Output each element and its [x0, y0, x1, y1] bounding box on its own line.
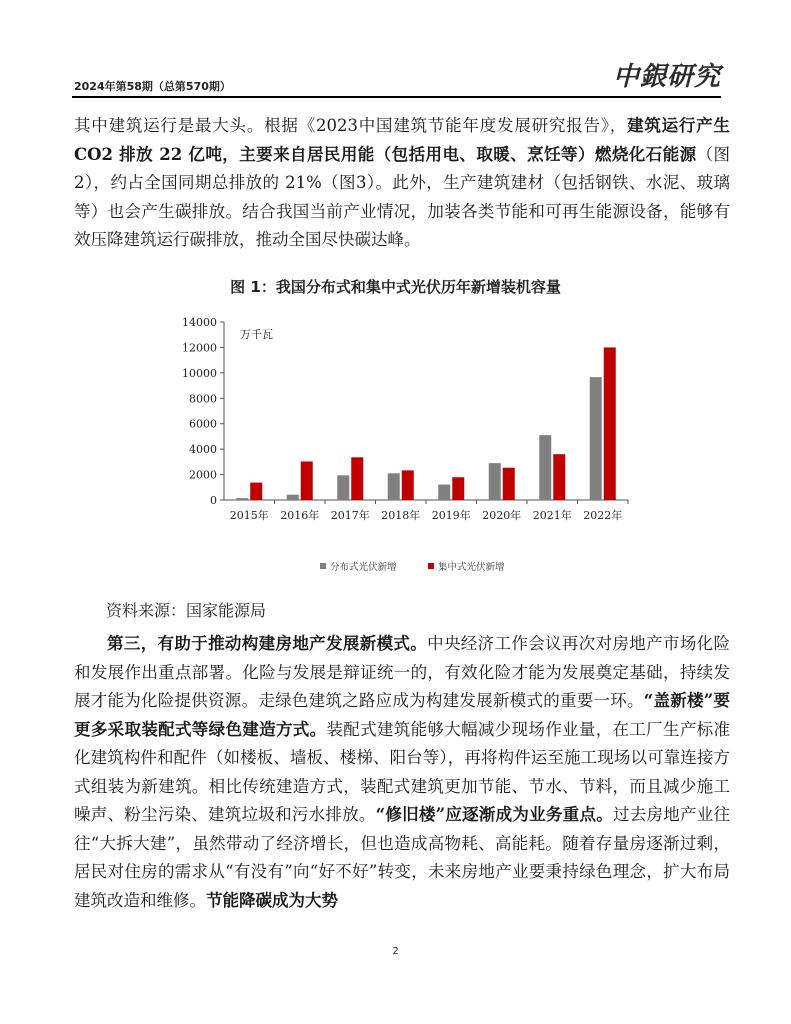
section3-text-3: 过去房地产业往往“大拆大建”，虽然带动了经济增长，但也造成高物耗、高能耗。随着存量房逐渐过剩，居民对住房的需求从“有没有”向“好不好”转变，未来房地产业要秉持绿色理念，扩大布局建筑改造和维修。: [74, 805, 731, 910]
legend-swatch-1: [320, 563, 326, 569]
x-tick-label: 2015年: [229, 509, 269, 522]
page-number: 2: [392, 946, 399, 957]
bar-distributed-3: [337, 475, 349, 500]
intro-bold-1: 建筑运行产生 CO2 排放 22 亿吨，主要来自居民用能（包括用电、取暖、烹饪等）燃烧化石能源: [74, 116, 731, 164]
bar-centralized-7: [553, 454, 565, 500]
bar-distributed-5: [438, 484, 450, 500]
bar-centralized-1: [250, 483, 262, 500]
figure-title: 图 1：我国分布式和集中式光伏历年新增装机容量: [230, 278, 561, 296]
legend-label-2: 集中式光伏新增: [438, 562, 505, 573]
x-tick-label: 2018年: [381, 509, 421, 522]
section3-text-2: 装配式建筑能够大幅减少现场作业量，在工厂生产标准化建筑构件和配件（如楼板、墙板、楼梯、阳台等），再将构件运至施工现场以可靠连接方式组装为新建筑。相比传统建造方式，装配式建筑更加节能、节水、节料，而且减少施工噪声、粉尘污染、建筑垃圾和污水排放。: [74, 719, 731, 824]
bar-distributed-4: [388, 473, 400, 500]
section3-bold-4: 节能降碳成为大势: [206, 890, 338, 910]
x-tick-label: 2016年: [280, 509, 320, 522]
intro-text-1: 其中建筑运行是最大头。根据《2023中国建筑节能年度发展研究报告》，: [74, 116, 628, 135]
x-tick-label: 2021年: [532, 509, 572, 522]
intro-paragraph: [74, 112, 730, 255]
x-tick-label: 2019年: [431, 509, 471, 522]
header-divider: [72, 96, 721, 98]
y-tick-label: 12000: [182, 341, 217, 355]
bar-distributed-7: [539, 435, 551, 500]
figure-source: 资料来源：国家能源局: [106, 601, 267, 620]
pv-capacity-chart: [150, 300, 670, 590]
y-tick-label: 6000: [189, 417, 217, 431]
bar-centralized-5: [452, 477, 464, 500]
bar-distributed-6: [489, 463, 501, 500]
x-tick-label: 2017年: [330, 509, 370, 522]
section3-paragraph: [74, 630, 730, 915]
section3-bold-3: “修旧楼”应逐渐成为业务重点。: [375, 805, 613, 824]
legend-swatch-2: [428, 563, 434, 569]
section3-bold-2: “盖新楼”要更多采取装配式等绿色建造方式。: [74, 691, 731, 739]
boc-research-logo: 中銀研究: [612, 62, 721, 92]
bar-distributed-8: [590, 377, 602, 500]
y-tick-label: 4000: [189, 443, 217, 457]
intro-text-2: （图2），约占全国同期总排放的 21%（图3）。此外，生产建筑建材（包括钢铁、水泥、玻璃等）也会产生碳排放。结合我国当前产业情况，加装各类节能和可再生能源设备，能够有效压降建筑运行碳排放，推动全国尽快碳达峰。: [74, 144, 731, 249]
bar-centralized-6: [503, 468, 515, 500]
bar-distributed-1: [236, 498, 248, 500]
bar-centralized-8: [604, 347, 616, 500]
section3-text-1: 中央经济工作会议再次对房地产市场化险和发展作出重点部署。化险与发展是辩证统一的，有效化险才能为发展奠定基础，持续发展才能为化险提供资源。走绿色建筑之路应成为构建发展新模式的重要一环。: [74, 634, 731, 710]
issue-label: 2024年第58期（总第570期）: [74, 80, 231, 93]
y-tick-label: 2000: [189, 468, 217, 482]
y-tick-label: 14000: [182, 316, 217, 329]
bar-centralized-4: [402, 470, 414, 500]
x-tick-label: 2020年: [482, 509, 522, 522]
y-axis-unit-label: 万千瓦: [240, 328, 273, 341]
legend-label-1: 分布式光伏新增: [330, 562, 397, 573]
x-tick-label: 2022年: [583, 509, 623, 522]
bar-distributed-2: [287, 495, 299, 500]
bar-centralized-2: [301, 461, 313, 500]
section3-bold-1: 第三，有助于推动构建房地产发展新模式。: [107, 634, 428, 653]
y-tick-label: 10000: [182, 366, 217, 380]
y-tick-label: 8000: [189, 392, 217, 406]
y-tick-label: 0: [210, 494, 217, 507]
bar-centralized-3: [351, 457, 363, 500]
